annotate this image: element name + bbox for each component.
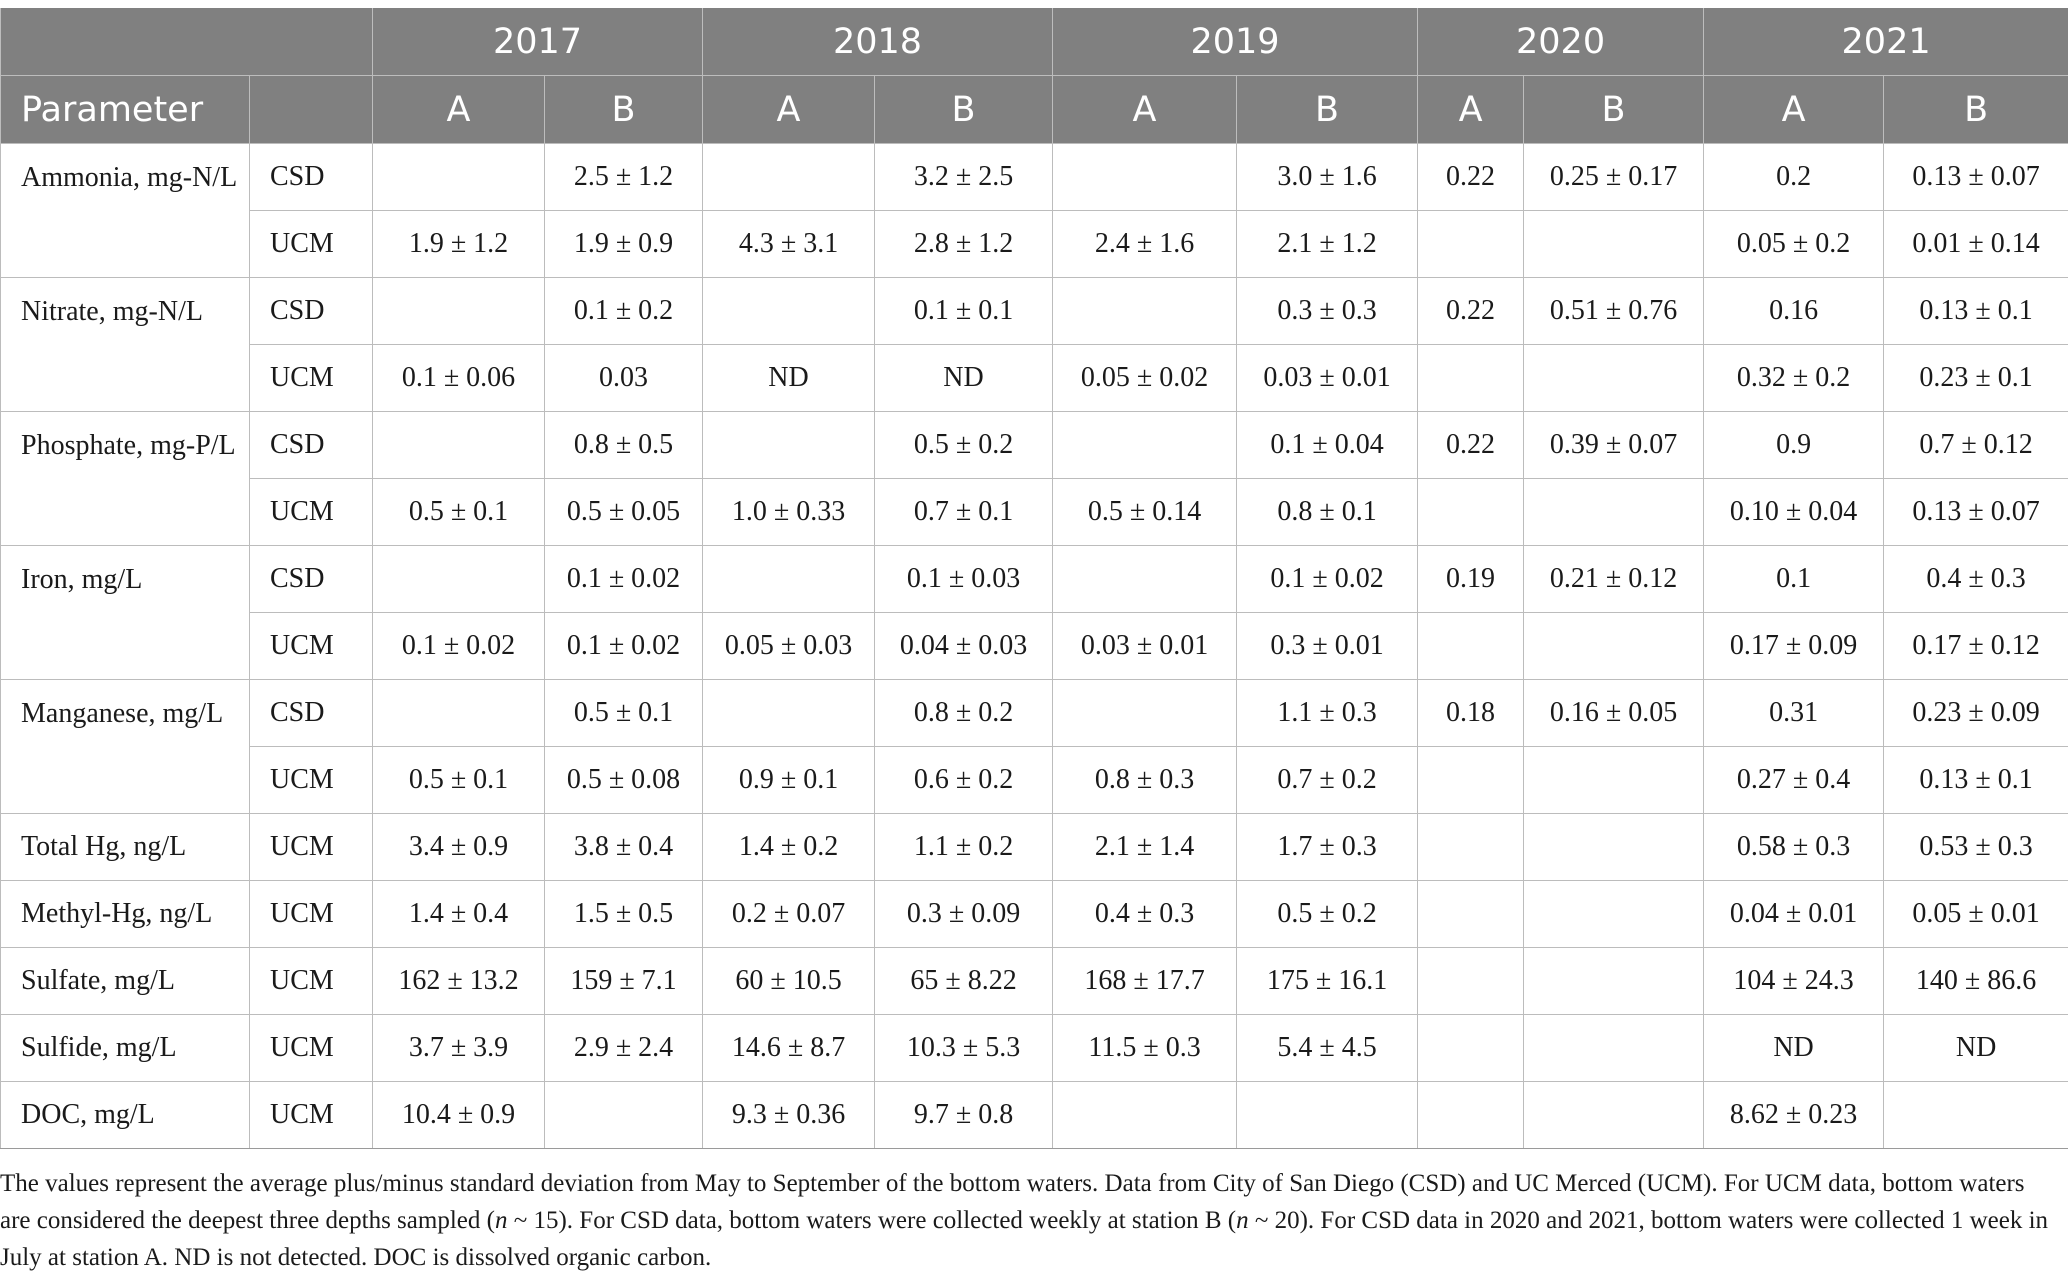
- value-cell: 0.19: [1418, 546, 1524, 613]
- value-cell: 0.8 ± 0.5: [545, 412, 703, 479]
- station-header: B: [545, 76, 703, 144]
- value-cell: ND: [703, 345, 875, 412]
- value-cell: 0.6 ± 0.2: [875, 747, 1053, 814]
- table-row: [1, 747, 2068, 814]
- value-cell: 0.05 ± 0.2: [1704, 211, 1884, 278]
- value-cell: 2.5 ± 1.2: [545, 144, 703, 211]
- value-cell: 2.1 ± 1.2: [1237, 211, 1418, 278]
- source-cell: UCM: [250, 479, 373, 546]
- parameter-header: Parameter: [1, 76, 250, 144]
- source-cell: UCM: [250, 613, 373, 680]
- value-cell: 0.7 ± 0.12: [1884, 412, 2068, 479]
- value-cell: ND: [1704, 1015, 1884, 1082]
- value-cell: 0.1 ± 0.1: [875, 278, 1053, 345]
- value-cell: [1053, 546, 1237, 613]
- value-cell: 9.3 ± 0.36: [703, 1082, 875, 1149]
- source-cell: UCM: [250, 881, 373, 948]
- value-cell: 140 ± 86.6: [1884, 948, 2068, 1015]
- value-cell: [373, 144, 545, 211]
- value-cell: [1524, 479, 1704, 546]
- value-cell: 1.9 ± 1.2: [373, 211, 545, 278]
- table-row: [1, 814, 2068, 881]
- value-cell: 0.5 ± 0.2: [1237, 881, 1418, 948]
- value-cell: [1524, 613, 1704, 680]
- source-cell: UCM: [250, 1082, 373, 1149]
- value-cell: 3.4 ± 0.9: [373, 814, 545, 881]
- value-cell: 0.9 ± 0.1: [703, 747, 875, 814]
- value-cell: [1418, 948, 1524, 1015]
- value-cell: 1.4 ± 0.4: [373, 881, 545, 948]
- value-cell: 0.25 ± 0.17: [1524, 144, 1704, 211]
- table-body: [1, 144, 2068, 1149]
- value-cell: [703, 412, 875, 479]
- value-cell: 0.4 ± 0.3: [1884, 546, 2068, 613]
- station-header-row: [1, 76, 2068, 144]
- value-cell: 0.5 ± 0.1: [373, 479, 545, 546]
- value-cell: 0.10 ± 0.04: [1704, 479, 1884, 546]
- value-cell: 0.32 ± 0.2: [1704, 345, 1884, 412]
- parameter-cell: Nitrate, mg-N/L: [1, 278, 250, 412]
- station-header: B: [875, 76, 1053, 144]
- value-cell: 60 ± 10.5: [703, 948, 875, 1015]
- value-cell: 0.1: [1704, 546, 1884, 613]
- value-cell: 0.22: [1418, 412, 1524, 479]
- value-cell: [545, 1082, 703, 1149]
- value-cell: [1524, 345, 1704, 412]
- value-cell: 1.4 ± 0.2: [703, 814, 875, 881]
- value-cell: [1053, 412, 1237, 479]
- value-cell: 10.4 ± 0.9: [373, 1082, 545, 1149]
- value-cell: [1524, 211, 1704, 278]
- value-cell: [1237, 1082, 1418, 1149]
- value-cell: 0.8 ± 0.2: [875, 680, 1053, 747]
- value-cell: 0.05 ± 0.02: [1053, 345, 1237, 412]
- value-cell: [1524, 747, 1704, 814]
- value-cell: [1418, 881, 1524, 948]
- value-cell: 1.0 ± 0.33: [703, 479, 875, 546]
- parameter-cell: Manganese, mg/L: [1, 680, 250, 814]
- value-cell: 0.1 ± 0.02: [1237, 546, 1418, 613]
- table-row: [1, 278, 2068, 345]
- value-cell: [1053, 680, 1237, 747]
- value-cell: 9.7 ± 0.8: [875, 1082, 1053, 1149]
- value-cell: 0.2 ± 0.07: [703, 881, 875, 948]
- footnote-segment: n: [1236, 1207, 1249, 1234]
- value-cell: 175 ± 16.1: [1237, 948, 1418, 1015]
- value-cell: 0.9: [1704, 412, 1884, 479]
- value-cell: 1.7 ± 0.3: [1237, 814, 1418, 881]
- value-cell: 0.13 ± 0.1: [1884, 278, 2068, 345]
- station-header: B: [1237, 76, 1418, 144]
- value-cell: 159 ± 7.1: [545, 948, 703, 1015]
- table-footnote: [0, 1165, 2060, 1276]
- value-cell: 0.13 ± 0.07: [1884, 479, 2068, 546]
- value-cell: 0.03 ± 0.01: [1053, 613, 1237, 680]
- source-cell: CSD: [250, 680, 373, 747]
- footnote-segment: The values represent the average plus/minus standard deviation from May to September of the bottom waters. Data from City of San Diego (CSD) and UC Merced (UCM). For UCM data, bottom waters are considered the deepest three depths sampled (: [0, 1170, 2025, 1234]
- value-cell: 0.27 ± 0.4: [1704, 747, 1884, 814]
- value-cell: 65 ± 8.22: [875, 948, 1053, 1015]
- value-cell: 0.04 ± 0.01: [1704, 881, 1884, 948]
- value-cell: 0.23 ± 0.1: [1884, 345, 2068, 412]
- value-cell: [1524, 814, 1704, 881]
- station-header: B: [1524, 76, 1704, 144]
- table-row: [1, 479, 2068, 546]
- value-cell: [703, 278, 875, 345]
- value-cell: [1418, 1082, 1524, 1149]
- value-cell: 0.5 ± 0.08: [545, 747, 703, 814]
- value-cell: 0.04 ± 0.03: [875, 613, 1053, 680]
- value-cell: 0.16 ± 0.05: [1524, 680, 1704, 747]
- value-cell: 0.58 ± 0.3: [1704, 814, 1884, 881]
- value-cell: [703, 144, 875, 211]
- table-row: [1, 211, 2068, 278]
- source-cell: UCM: [250, 345, 373, 412]
- value-cell: 4.3 ± 3.1: [703, 211, 875, 278]
- value-cell: 0.53 ± 0.3: [1884, 814, 2068, 881]
- source-cell: UCM: [250, 747, 373, 814]
- parameter-cell: Sulfate, mg/L: [1, 948, 250, 1015]
- value-cell: 0.51 ± 0.76: [1524, 278, 1704, 345]
- station-header: A: [1704, 76, 1884, 144]
- table-row: [1, 412, 2068, 479]
- value-cell: [1418, 345, 1524, 412]
- source-cell: CSD: [250, 278, 373, 345]
- value-cell: ND: [1884, 1015, 2068, 1082]
- table-row: [1, 1015, 2068, 1082]
- value-cell: [1053, 144, 1237, 211]
- value-cell: 0.8 ± 0.1: [1237, 479, 1418, 546]
- value-cell: [1418, 479, 1524, 546]
- source-cell: CSD: [250, 144, 373, 211]
- year-header: 2020: [1418, 8, 1704, 76]
- value-cell: 1.5 ± 0.5: [545, 881, 703, 948]
- value-cell: 0.5 ± 0.05: [545, 479, 703, 546]
- value-cell: 0.5 ± 0.14: [1053, 479, 1237, 546]
- parameter-cell: Methyl-Hg, ng/L: [1, 881, 250, 948]
- value-cell: 0.1 ± 0.02: [545, 546, 703, 613]
- value-cell: 2.4 ± 1.6: [1053, 211, 1237, 278]
- table-row: [1, 680, 2068, 747]
- header-corner: [1, 8, 373, 76]
- value-cell: 0.23 ± 0.09: [1884, 680, 2068, 747]
- value-cell: [1418, 747, 1524, 814]
- station-header: B: [1884, 76, 2068, 144]
- station-header: A: [1053, 76, 1237, 144]
- table-row: [1, 546, 2068, 613]
- value-cell: 0.05 ± 0.01: [1884, 881, 2068, 948]
- value-cell: [703, 546, 875, 613]
- parameter-cell: Phosphate, mg-P/L: [1, 412, 250, 546]
- value-cell: 0.8 ± 0.3: [1053, 747, 1237, 814]
- value-cell: 0.1 ± 0.04: [1237, 412, 1418, 479]
- value-cell: 0.17 ± 0.12: [1884, 613, 2068, 680]
- value-cell: [373, 546, 545, 613]
- table-row: [1, 613, 2068, 680]
- value-cell: 0.3 ± 0.3: [1237, 278, 1418, 345]
- year-header: 2018: [703, 8, 1053, 76]
- footnote-segment: ~ 15). For CSD data, bottom waters were collected weekly at station B (: [507, 1207, 1237, 1234]
- parameter-cell: Iron, mg/L: [1, 546, 250, 680]
- value-cell: 0.3 ± 0.01: [1237, 613, 1418, 680]
- value-cell: 0.22: [1418, 278, 1524, 345]
- value-cell: 0.13 ± 0.07: [1884, 144, 2068, 211]
- value-cell: 0.22: [1418, 144, 1524, 211]
- table-row: [1, 881, 2068, 948]
- value-cell: 0.13 ± 0.1: [1884, 747, 2068, 814]
- station-header: A: [373, 76, 545, 144]
- value-cell: 0.7 ± 0.2: [1237, 747, 1418, 814]
- value-cell: [373, 278, 545, 345]
- value-cell: 0.01 ± 0.14: [1884, 211, 2068, 278]
- value-cell: 1.1 ± 0.2: [875, 814, 1053, 881]
- value-cell: [373, 412, 545, 479]
- value-cell: 0.16: [1704, 278, 1884, 345]
- value-cell: 0.5 ± 0.1: [545, 680, 703, 747]
- value-cell: [703, 680, 875, 747]
- value-cell: 0.18: [1418, 680, 1524, 747]
- value-cell: [1418, 613, 1524, 680]
- value-cell: 1.9 ± 0.9: [545, 211, 703, 278]
- value-cell: 3.2 ± 2.5: [875, 144, 1053, 211]
- table-row: [1, 345, 2068, 412]
- value-cell: [1884, 1082, 2068, 1149]
- value-cell: [1418, 1015, 1524, 1082]
- year-header: 2017: [373, 8, 703, 76]
- value-cell: ND: [875, 345, 1053, 412]
- value-cell: 10.3 ± 5.3: [875, 1015, 1053, 1082]
- value-cell: 3.8 ± 0.4: [545, 814, 703, 881]
- source-cell: UCM: [250, 1015, 373, 1082]
- value-cell: [373, 680, 545, 747]
- value-cell: 2.8 ± 1.2: [875, 211, 1053, 278]
- station-header: A: [703, 76, 875, 144]
- value-cell: 162 ± 13.2: [373, 948, 545, 1015]
- year-header: 2021: [1704, 8, 2068, 76]
- parameter-cell: Sulfide, mg/L: [1, 1015, 250, 1082]
- value-cell: 0.5 ± 0.1: [373, 747, 545, 814]
- value-cell: [1053, 1082, 1237, 1149]
- table-row: [1, 948, 2068, 1015]
- value-cell: [1524, 948, 1704, 1015]
- data-table-container: [0, 8, 2068, 1149]
- parameter-cell: Ammonia, mg-N/L: [1, 144, 250, 278]
- value-cell: 0.05 ± 0.03: [703, 613, 875, 680]
- value-cell: 2.9 ± 2.4: [545, 1015, 703, 1082]
- value-cell: 1.1 ± 0.3: [1237, 680, 1418, 747]
- source-cell: CSD: [250, 546, 373, 613]
- source-cell: CSD: [250, 412, 373, 479]
- source-cell: UCM: [250, 814, 373, 881]
- value-cell: 168 ± 17.7: [1053, 948, 1237, 1015]
- value-cell: 11.5 ± 0.3: [1053, 1015, 1237, 1082]
- value-cell: 0.03 ± 0.01: [1237, 345, 1418, 412]
- value-cell: 8.62 ± 0.23: [1704, 1082, 1884, 1149]
- value-cell: 0.7 ± 0.1: [875, 479, 1053, 546]
- value-cell: 0.1 ± 0.2: [545, 278, 703, 345]
- value-cell: 0.21 ± 0.12: [1524, 546, 1704, 613]
- year-header: 2019: [1053, 8, 1418, 76]
- station-header: A: [1418, 76, 1524, 144]
- value-cell: 0.17 ± 0.09: [1704, 613, 1884, 680]
- value-cell: 0.5 ± 0.2: [875, 412, 1053, 479]
- source-header: [250, 76, 373, 144]
- value-cell: [1524, 1082, 1704, 1149]
- value-cell: [1524, 881, 1704, 948]
- table-row: [1, 144, 2068, 211]
- value-cell: 3.0 ± 1.6: [1237, 144, 1418, 211]
- value-cell: 0.03: [545, 345, 703, 412]
- value-cell: 0.2: [1704, 144, 1884, 211]
- value-cell: 2.1 ± 1.4: [1053, 814, 1237, 881]
- source-cell: UCM: [250, 211, 373, 278]
- parameter-cell: Total Hg, ng/L: [1, 814, 250, 881]
- value-cell: 3.7 ± 3.9: [373, 1015, 545, 1082]
- table-row: [1, 1082, 2068, 1149]
- value-cell: 0.3 ± 0.09: [875, 881, 1053, 948]
- value-cell: 0.31: [1704, 680, 1884, 747]
- value-cell: 0.1 ± 0.03: [875, 546, 1053, 613]
- source-cell: UCM: [250, 948, 373, 1015]
- value-cell: 0.4 ± 0.3: [1053, 881, 1237, 948]
- water-quality-table: [0, 8, 2068, 1149]
- value-cell: [1053, 278, 1237, 345]
- value-cell: 104 ± 24.3: [1704, 948, 1884, 1015]
- footnote-segment: n: [494, 1207, 508, 1234]
- value-cell: [1418, 211, 1524, 278]
- value-cell: 14.6 ± 8.7: [703, 1015, 875, 1082]
- value-cell: 0.1 ± 0.02: [545, 613, 703, 680]
- value-cell: [1418, 814, 1524, 881]
- value-cell: [1524, 1015, 1704, 1082]
- value-cell: 0.1 ± 0.06: [373, 345, 545, 412]
- parameter-cell: DOC, mg/L: [1, 1082, 250, 1149]
- value-cell: 5.4 ± 4.5: [1237, 1015, 1418, 1082]
- value-cell: 0.1 ± 0.02: [373, 613, 545, 680]
- year-header-row: [1, 8, 2068, 76]
- footnote-segment: ~ 20). For CSD data in 2020 and 2021, bottom waters were collected 1 week in July at station A. ND is not detected. DOC is dissolved organic carbon.: [0, 1207, 2049, 1271]
- value-cell: 0.39 ± 0.07: [1524, 412, 1704, 479]
